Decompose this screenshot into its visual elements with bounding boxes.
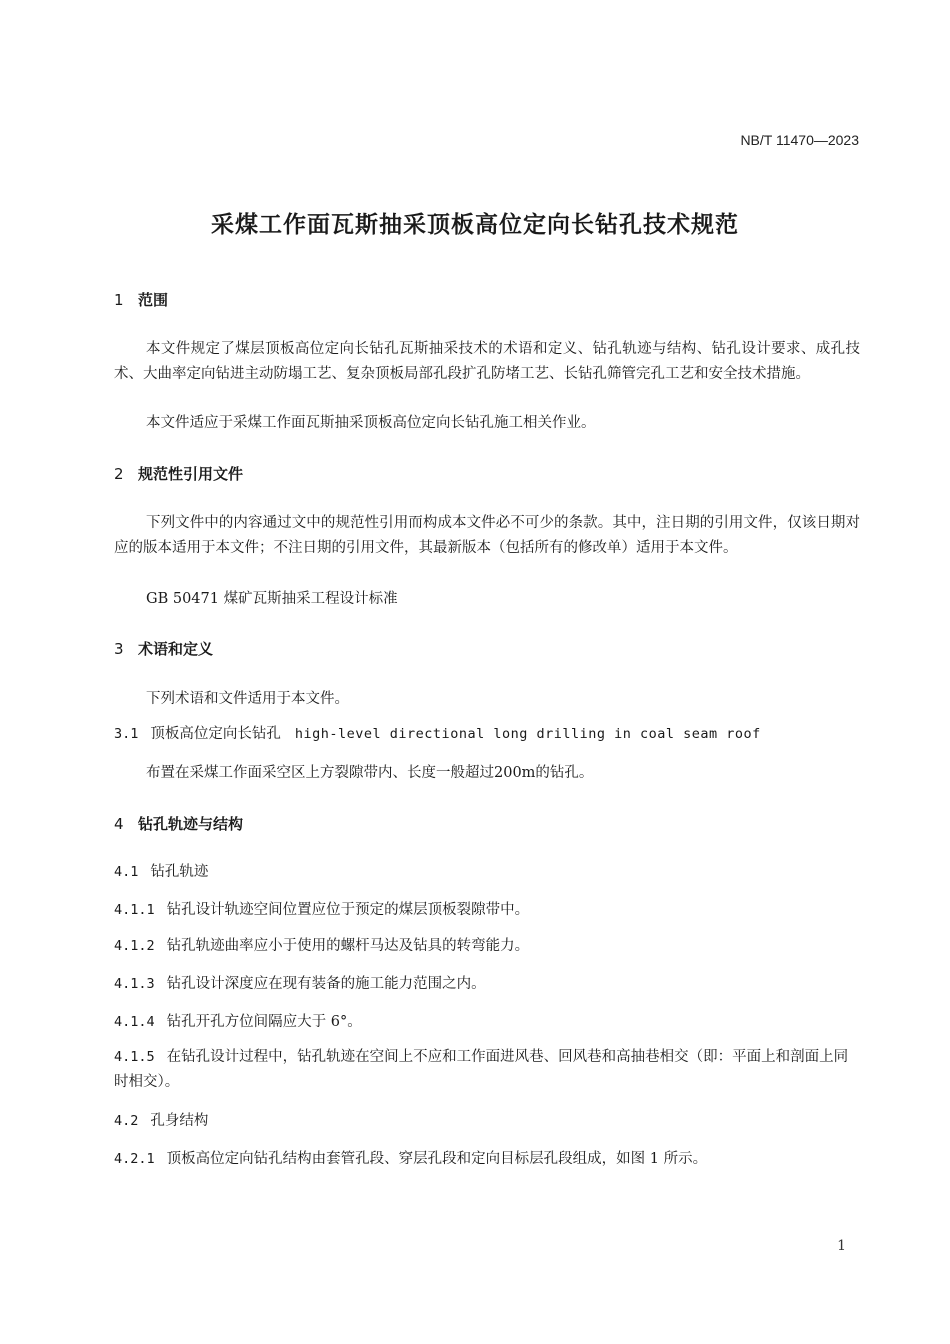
terms-intro: 下列术语和文件适用于本文件。 xyxy=(146,691,349,707)
clause-4-1-4 xyxy=(114,1010,860,1035)
section-2-paragraph-1: 下列文件中的内容通过文中的规范性引用而构成本文件必不可少的条款。其中，注日期的引用文件，仅该日期对应的版本适用于本文件；不注日期的引用文件，其最新版本（包括所有的修改单）适用于本文件。 xyxy=(114,515,860,556)
subsection-number: 4.2 xyxy=(114,1113,139,1129)
subsection-4-2 xyxy=(114,1109,860,1134)
term-chinese: 顶板高位定向长钻孔 xyxy=(150,726,281,742)
section-2-heading xyxy=(114,463,243,484)
clause-text: 在钻孔设计过程中，钻孔轨迹在空间上不应和工作面进风巷、回风巷和高抽巷相交（即：平面上和剖面上同时相交）。 xyxy=(114,1049,849,1090)
clause-4-1-3 xyxy=(114,972,860,997)
section-title: 规范性引用文件 xyxy=(138,465,244,483)
page-number: 1 xyxy=(837,1238,846,1254)
clause-number: 4.1.1 xyxy=(114,902,155,918)
document-title: 采煤工作面瓦斯抽采顶板高位定向长钻孔技术规范 xyxy=(211,212,739,238)
term-3-1 xyxy=(114,722,860,747)
clause-text: 钻孔开孔方位间隔应大于 6°。 xyxy=(166,1014,362,1030)
clause-number: 4.1.4 xyxy=(114,1014,155,1030)
section-title: 术语和定义 xyxy=(138,640,214,658)
section-title: 钻孔轨迹与结构 xyxy=(138,815,244,833)
section-1-paragraph-2: 本文件适应于采煤工作面瓦斯抽采顶板高位定向长钻孔施工相关作业。 xyxy=(146,415,596,431)
clause-4-1-5 xyxy=(114,1045,860,1095)
clause-number: 4.1.3 xyxy=(114,976,155,992)
clause-4-1-1 xyxy=(114,898,860,923)
clause-4-2-1 xyxy=(114,1147,860,1172)
section-1-paragraph-1: 本文件规定了煤层顶板高位定向长钻孔瓦斯抽采技术的术语和定义、钻孔轨迹与结构、钻孔设计要求、成孔技术、大曲率定向钻进主动防塌工艺、复杂顶板局部孔段扩孔防堵工艺、长钻孔筛管完孔工艺和安全技术措施。 xyxy=(114,341,860,382)
clause-text: 钻孔设计深度应在现有装备的施工能力范围之内。 xyxy=(166,976,486,992)
clause-text: 钻孔轨迹曲率应小于使用的螺杆马达及钻具的转弯能力。 xyxy=(166,938,530,954)
subsection-4-1 xyxy=(114,860,860,885)
document-code: NB/T 11470—2023 xyxy=(740,132,859,148)
section-number: 3 xyxy=(114,640,124,658)
section-number: 2 xyxy=(114,465,124,483)
subsection-title: 孔身结构 xyxy=(150,1113,209,1129)
clause-text: 顶板高位定向钻孔结构由套管孔段、穿层孔段和定向目标层孔段组成，如图 1 所示。 xyxy=(166,1151,708,1167)
section-4-heading xyxy=(114,813,243,834)
subsection-title: 钻孔轨迹 xyxy=(150,864,209,880)
clause-text: 钻孔设计轨迹空间位置应位于预定的煤层顶板裂隙带中。 xyxy=(166,902,530,918)
term-number: 3.1 xyxy=(114,726,139,742)
clause-number: 4.1.5 xyxy=(114,1049,155,1065)
term-english: high-level directional long drilling in coal seam roof xyxy=(294,726,761,742)
section-title: 范围 xyxy=(138,291,169,309)
section-number: 4 xyxy=(114,815,124,833)
section-3-heading xyxy=(114,638,213,659)
section-number: 1 xyxy=(114,291,124,309)
subsection-number: 4.1 xyxy=(114,864,139,880)
normative-reference: GB 50471 煤矿瓦斯抽采工程设计标准 xyxy=(146,591,398,607)
clause-number: 4.2.1 xyxy=(114,1151,155,1167)
clause-4-1-2 xyxy=(114,934,860,959)
clause-number: 4.1.2 xyxy=(114,938,155,954)
section-1-heading xyxy=(114,289,168,310)
term-3-1-definition: 布置在采煤工作面采空区上方裂隙带内、长度一般超过200m的钻孔。 xyxy=(146,765,594,781)
